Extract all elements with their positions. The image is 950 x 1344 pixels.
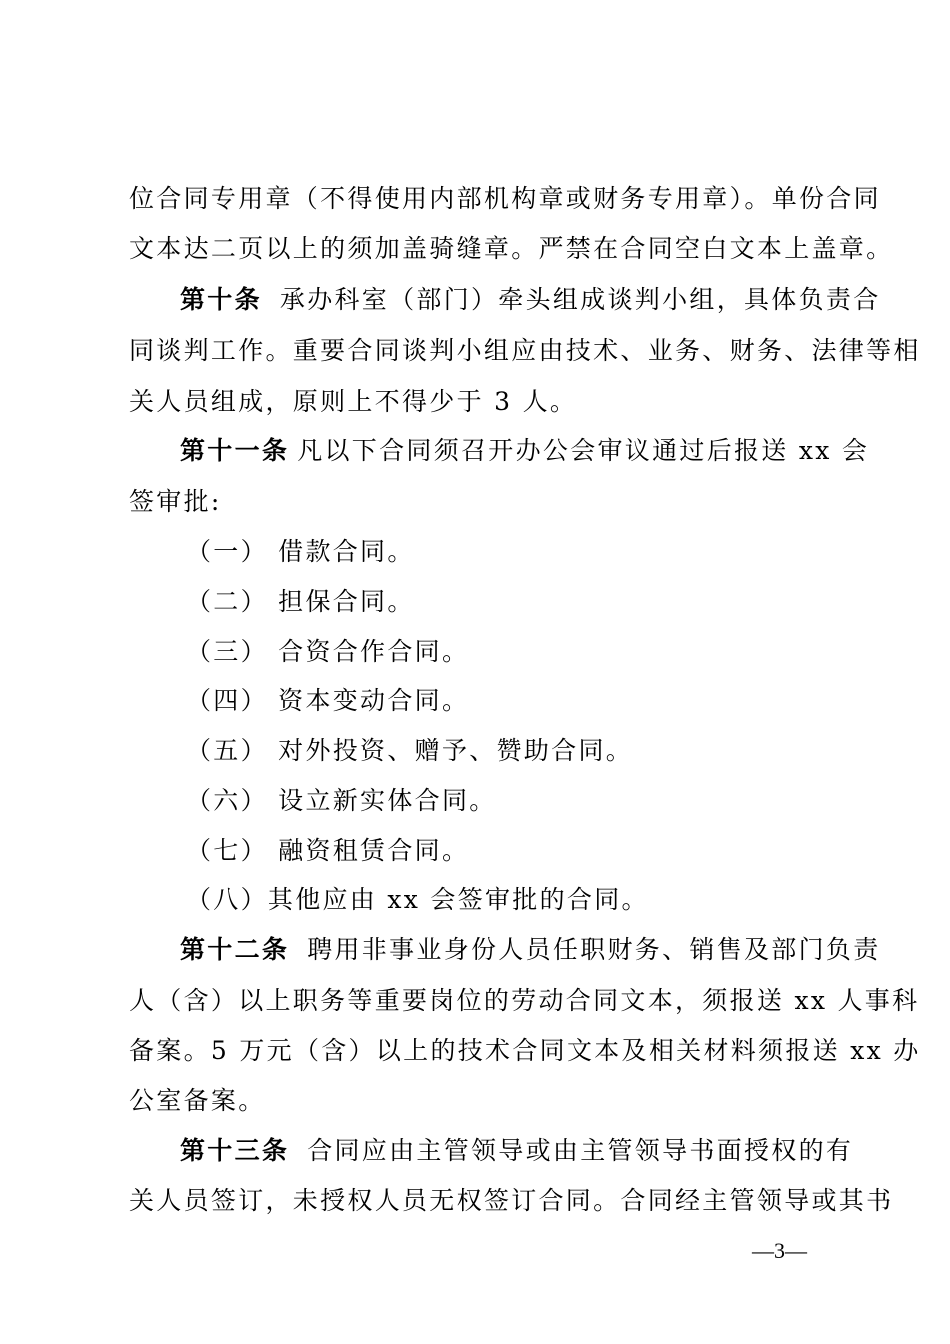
article-10-title: 第十条	[180, 285, 262, 314]
list-item: （五） 对外投资、赠予、赞助合同。	[186, 736, 634, 765]
article-11-text: 凡以下合同须召开办公会审议通过后报送 xx 会	[297, 436, 870, 465]
paragraph-line: 同谈判工作。重要合同谈判小组应由技术、业务、财务、法律等相	[129, 336, 921, 365]
paragraph-line: 文本达二页以上的须加盖骑缝章。严禁在合同空白文本上盖章。	[129, 234, 894, 263]
article-10-text: 承办科室（部门）牵头组成谈判小组，具体负责合	[279, 285, 881, 314]
paragraph-line: 关人员组成，原则上不得少于 3 人。	[129, 387, 578, 416]
article-13-text: 合同应由主管领导或由主管领导书面授权的有	[307, 1136, 854, 1165]
paragraph-line: 备案。5 万元（含）以上的技术合同文本及相关材料须报送 xx 办	[129, 1036, 921, 1065]
paragraph-line: 签审批:	[129, 487, 222, 516]
paragraph-line: 位合同专用章（不得使用内部机构章或财务专用章）。单份合同	[129, 184, 881, 213]
article-11-title: 第十一条	[180, 436, 290, 465]
list-item: （七） 融资租赁合同。	[186, 836, 470, 865]
article-11	[180, 436, 870, 466]
paragraph-line: 关人员签订，未授权人员无权签订合同。合同经主管领导或其书	[129, 1186, 894, 1215]
article-10	[180, 285, 881, 315]
list-item: （六） 设立新实体合同。	[186, 786, 497, 815]
paragraph-line: 人（含）以上职务等重要岗位的劳动合同文本，须报送 xx 人事科	[129, 986, 920, 1015]
article-13-title: 第十三条	[180, 1136, 290, 1165]
list-item: （二） 担保合同。	[186, 587, 415, 616]
article-13	[180, 1136, 854, 1166]
list-item: （一） 借款合同。	[186, 537, 415, 566]
paragraph-line: 公室备案。	[129, 1086, 266, 1115]
article-12	[180, 935, 881, 965]
article-12-title: 第十二条	[180, 935, 290, 964]
list-item: （四） 资本变动合同。	[186, 686, 470, 715]
article-12-text: 聘用非事业身份人员任职财务、销售及部门负责	[307, 935, 881, 964]
list-item: （三） 合资合作合同。	[186, 637, 470, 666]
list-item: （八）其他应由 xx 会签审批的合同。	[186, 885, 649, 914]
page-number: —3—	[752, 1238, 807, 1263]
